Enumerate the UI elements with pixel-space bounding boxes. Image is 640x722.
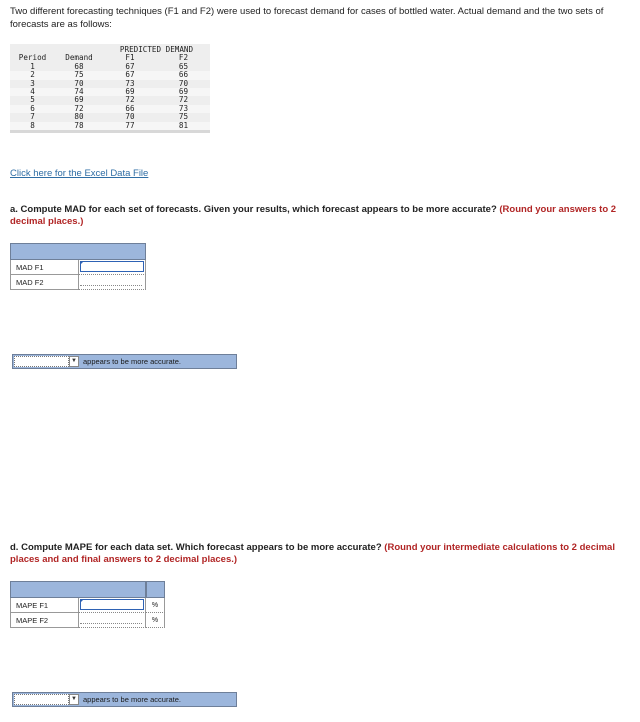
chevron-down-icon[interactable]: ▼ xyxy=(69,694,79,705)
cell-f2: 65 xyxy=(178,61,189,71)
cell-f1: 70 xyxy=(125,112,135,122)
mape-f2-label: MAPE F2 xyxy=(10,613,78,628)
input-corner-marker xyxy=(80,599,84,603)
mape-f1-row xyxy=(10,598,165,613)
grid-header xyxy=(10,243,146,260)
column-header-f2: F2 xyxy=(178,53,189,63)
cell-f1: 67 xyxy=(125,61,135,71)
excel-data-file-link[interactable]: Click here for the Excel Data File xyxy=(10,168,149,179)
mad-f1-cell xyxy=(78,260,146,275)
cell-period: 3 xyxy=(30,78,35,88)
mape-f2-percent-unit: % xyxy=(146,613,165,628)
mad-f2-row xyxy=(10,275,146,290)
part-a-question xyxy=(10,204,635,228)
part-d-question xyxy=(10,542,635,566)
cell-f2: 66 xyxy=(178,70,189,80)
mad-answer-grid xyxy=(10,243,146,290)
cell-demand: 72 xyxy=(74,103,84,113)
column-header-f1: F1 xyxy=(125,53,135,63)
column-header-demand: Demand xyxy=(65,53,93,63)
cell-f1: 67 xyxy=(125,70,135,80)
cell-f2: 73 xyxy=(178,103,189,113)
cell-demand: 75 xyxy=(74,70,84,80)
cell-period: 4 xyxy=(30,87,35,97)
part-d-question-text: d. Compute MAPE for each data set. Which forecast appears to be more accurate? xyxy=(10,542,382,553)
mad-f2-input[interactable] xyxy=(80,276,142,286)
cell-period: 5 xyxy=(30,95,35,105)
cell-demand: 69 xyxy=(74,95,84,105)
cell-f2: 72 xyxy=(178,95,189,105)
cell-period: 7 xyxy=(30,112,35,122)
cell-period: 6 xyxy=(30,103,35,113)
cell-f2: 69 xyxy=(178,87,189,97)
table-row xyxy=(10,122,210,130)
cell-f1: 69 xyxy=(125,87,135,97)
part-a-instruction: (Round your answers to 2 decimal places.) xyxy=(10,204,617,227)
mad-f2-cell xyxy=(78,275,146,290)
grid-header xyxy=(10,581,165,598)
part-a-forecast-select[interactable] xyxy=(14,356,69,367)
mape-f1-input[interactable] xyxy=(80,599,144,610)
cell-f2: 75 xyxy=(178,112,189,122)
part-d-select-suffix: appears to be more accurate. xyxy=(83,695,181,704)
cell-demand: 80 xyxy=(74,112,84,122)
mape-f1-percent-unit: % xyxy=(146,598,165,613)
mape-f1-label: MAPE F1 xyxy=(10,598,78,613)
mad-f1-label: MAD F1 xyxy=(10,260,78,275)
mad-f2-label: MAD F2 xyxy=(10,275,78,290)
mape-f2-cell xyxy=(78,613,146,628)
cell-period: 8 xyxy=(30,120,35,130)
column-header-period: Period xyxy=(18,53,47,63)
mape-answer-grid xyxy=(10,581,165,628)
part-d-instruction: (Round your intermediate calculations to 2 decimal places and and final answers to 2 decimal places.) xyxy=(10,542,615,565)
mape-f2-row xyxy=(10,613,165,628)
mad-f1-row xyxy=(10,260,146,275)
chevron-down-icon[interactable]: ▼ xyxy=(69,356,79,367)
cell-f1: 77 xyxy=(125,120,135,130)
part-d-accuracy-select-row xyxy=(12,692,237,707)
cell-demand: 68 xyxy=(74,61,84,71)
cell-demand: 74 xyxy=(74,87,84,97)
cell-f2: 81 xyxy=(178,120,189,130)
mape-f2-input[interactable] xyxy=(80,614,142,624)
cell-period: 2 xyxy=(30,70,35,80)
problem-intro: Two different forecasting techniques (F1 and F2) were used to forecast demand for cases of bottled water. Actual demand and the two sets of forecasts are as follows: xyxy=(10,6,604,30)
part-a-accuracy-select-row xyxy=(12,354,237,369)
forecast-data-table xyxy=(10,44,210,133)
part-d-forecast-select[interactable] xyxy=(14,694,69,705)
cell-f1: 72 xyxy=(125,95,135,105)
cell-f1: 73 xyxy=(125,78,135,88)
cell-demand: 70 xyxy=(74,78,84,88)
cell-f2: 70 xyxy=(178,78,189,88)
cell-demand: 78 xyxy=(74,120,84,130)
input-corner-marker xyxy=(80,261,84,265)
mad-f1-input[interactable] xyxy=(80,261,144,272)
predicted-demand-header: PREDICTED DEMAND xyxy=(119,45,194,54)
part-a-question-text: a. Compute MAD for each set of forecasts. Given your results, which forecast appears to be more accurate? xyxy=(10,204,497,215)
cell-period: 1 xyxy=(30,61,35,71)
part-a-select-suffix: appears to be more accurate. xyxy=(83,357,181,366)
mape-f1-cell xyxy=(78,598,146,613)
cell-f1: 66 xyxy=(125,103,135,113)
